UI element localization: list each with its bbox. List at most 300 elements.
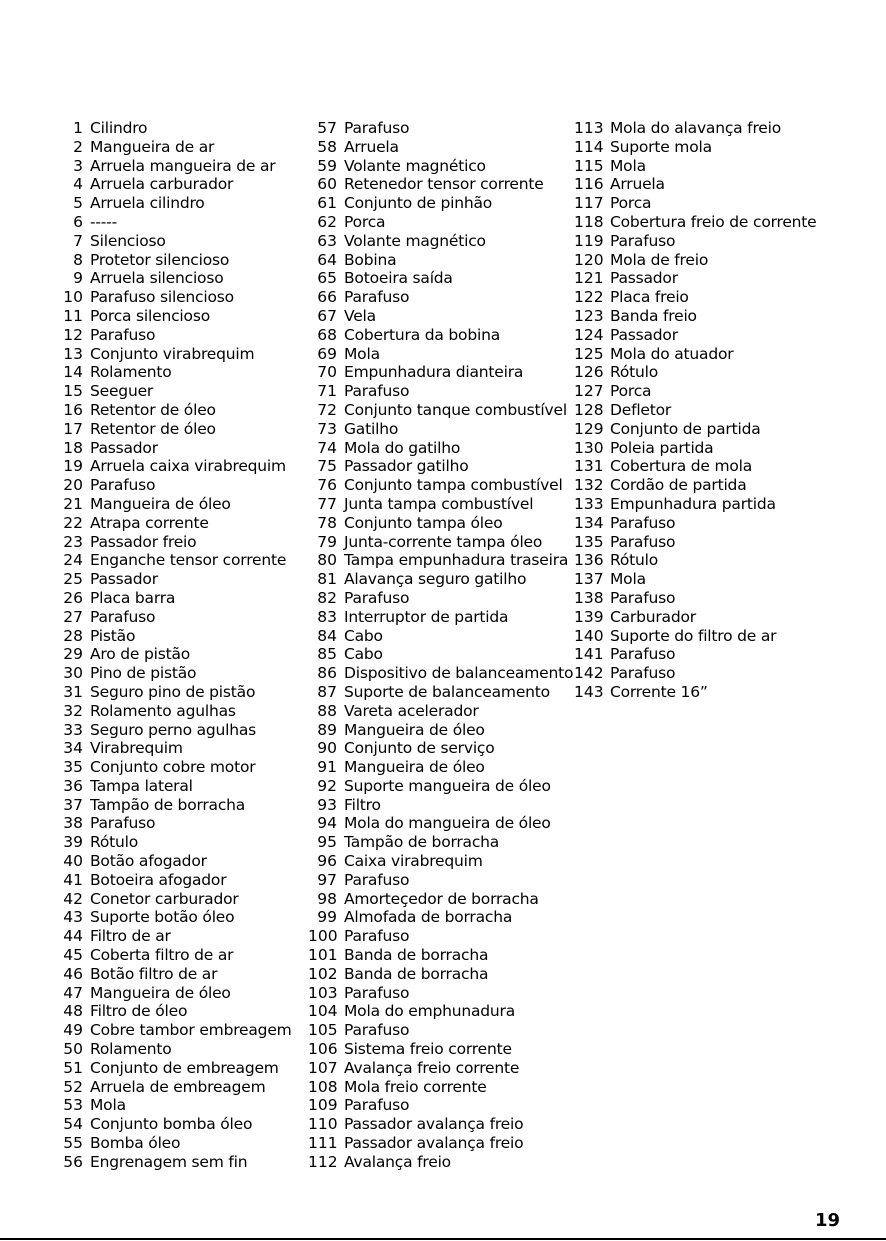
part-name: Defletor bbox=[610, 400, 672, 419]
part-name: Mola bbox=[90, 1096, 126, 1115]
part-row bbox=[574, 138, 817, 157]
part-number: 83 bbox=[317, 607, 337, 626]
part-number: 38 bbox=[63, 814, 83, 833]
part-row bbox=[308, 589, 573, 608]
part-row bbox=[308, 1153, 573, 1172]
part-name: Conjunto tampa óleo bbox=[344, 513, 503, 532]
part-row bbox=[574, 269, 817, 288]
part-name: Rótulo bbox=[90, 833, 139, 852]
part-row bbox=[308, 852, 573, 871]
part-number: 110 bbox=[308, 1115, 338, 1134]
part-name: Filtro de ar bbox=[90, 927, 171, 946]
part-row bbox=[574, 288, 817, 307]
part-number: 43 bbox=[63, 908, 83, 927]
part-row bbox=[574, 345, 817, 364]
part-number: 8 bbox=[73, 250, 83, 269]
part-number: 46 bbox=[63, 964, 83, 983]
part-name: Conjunto de serviço bbox=[344, 739, 495, 758]
part-row bbox=[308, 627, 573, 646]
part-name: Parafuso bbox=[610, 588, 676, 607]
part-row bbox=[308, 288, 573, 307]
part-row bbox=[574, 514, 817, 533]
part-name: Conjunto de embreagem bbox=[90, 1058, 279, 1077]
part-name: Tampa empunhadura traseira bbox=[344, 551, 569, 570]
part-row bbox=[60, 758, 292, 777]
part-name: Atrapa corrente bbox=[90, 513, 209, 532]
part-row bbox=[574, 194, 817, 213]
part-name: Arruela de embreagem bbox=[90, 1077, 266, 1096]
part-row bbox=[60, 495, 292, 514]
part-number: 138 bbox=[574, 588, 604, 607]
part-number: 33 bbox=[63, 720, 83, 739]
part-row bbox=[60, 702, 292, 721]
part-row bbox=[308, 119, 573, 138]
part-row bbox=[308, 194, 573, 213]
part-name: Mangueira de óleo bbox=[90, 983, 231, 1002]
part-row bbox=[60, 307, 292, 326]
part-name: Rótulo bbox=[610, 363, 659, 382]
part-number: 117 bbox=[574, 194, 604, 213]
part-name: Mola bbox=[344, 344, 380, 363]
part-number: 40 bbox=[63, 852, 83, 871]
part-name: Suporte do filtro de ar bbox=[610, 626, 777, 645]
part-name: Coberta filtro de ar bbox=[90, 946, 234, 965]
part-number: 15 bbox=[63, 382, 83, 401]
part-number: 17 bbox=[63, 419, 83, 438]
part-number: 132 bbox=[574, 476, 604, 495]
part-number: 30 bbox=[63, 664, 83, 683]
part-number: 14 bbox=[63, 363, 83, 382]
part-number: 27 bbox=[63, 607, 83, 626]
part-name: Caixa virabrequim bbox=[344, 852, 483, 871]
part-name: Parafuso bbox=[344, 588, 410, 607]
part-name: Cobre tambor embreagem bbox=[90, 1021, 292, 1040]
part-name: Gatilho bbox=[344, 419, 399, 438]
part-row bbox=[308, 608, 573, 627]
parts-column-2 bbox=[308, 119, 573, 1172]
part-row bbox=[60, 627, 292, 646]
part-number: 136 bbox=[574, 551, 604, 570]
part-name: Vela bbox=[344, 306, 376, 325]
part-row bbox=[574, 307, 817, 326]
part-row bbox=[308, 401, 573, 420]
part-name: Suporte botão óleo bbox=[90, 908, 235, 927]
part-number: 109 bbox=[308, 1096, 338, 1115]
part-number: 34 bbox=[63, 739, 83, 758]
part-name: Suporte mola bbox=[610, 137, 712, 156]
part-row bbox=[60, 645, 292, 664]
part-name: Parafuso bbox=[344, 288, 410, 307]
part-number: 86 bbox=[317, 664, 337, 683]
part-name: Silencioso bbox=[90, 231, 166, 250]
part-name: Parafuso bbox=[344, 870, 410, 889]
part-name: ----- bbox=[90, 212, 117, 231]
part-number: 61 bbox=[317, 194, 337, 213]
part-row bbox=[574, 476, 817, 495]
part-name: Porca bbox=[610, 382, 652, 401]
part-name: Banda de borracha bbox=[344, 964, 489, 983]
part-row bbox=[60, 721, 292, 740]
part-row bbox=[574, 570, 817, 589]
part-row bbox=[308, 739, 573, 758]
part-number: 124 bbox=[574, 325, 604, 344]
part-number: 84 bbox=[317, 626, 337, 645]
part-row bbox=[308, 514, 573, 533]
part-name: Banda de borracha bbox=[344, 946, 489, 965]
part-number: 22 bbox=[63, 513, 83, 532]
part-number: 4 bbox=[73, 175, 83, 194]
part-number: 133 bbox=[574, 494, 604, 513]
part-number: 98 bbox=[317, 889, 337, 908]
part-name: Parafuso bbox=[344, 927, 410, 946]
part-row bbox=[308, 1078, 573, 1097]
part-name: Banda freio bbox=[610, 306, 697, 325]
part-row bbox=[60, 890, 292, 909]
part-number: 89 bbox=[317, 720, 337, 739]
part-row bbox=[60, 251, 292, 270]
part-name: Passador bbox=[610, 269, 678, 288]
part-name: Arruela carburador bbox=[90, 175, 234, 194]
part-number: 39 bbox=[63, 833, 83, 852]
part-name: Seguro perno agulhas bbox=[90, 720, 257, 739]
part-name: Parafuso bbox=[90, 607, 156, 626]
part-number: 79 bbox=[317, 532, 337, 551]
part-row bbox=[308, 363, 573, 382]
part-number: 78 bbox=[317, 513, 337, 532]
part-name: Botão filtro de ar bbox=[90, 964, 218, 983]
part-number: 94 bbox=[317, 814, 337, 833]
part-number: 99 bbox=[317, 908, 337, 927]
part-number: 73 bbox=[317, 419, 337, 438]
part-name: Vareta acelerador bbox=[344, 701, 479, 720]
part-number: 35 bbox=[63, 758, 83, 777]
part-row bbox=[60, 984, 292, 1003]
part-name: Tampão de borracha bbox=[344, 833, 500, 852]
part-number: 69 bbox=[317, 344, 337, 363]
part-name: Junta tampa combustível bbox=[344, 494, 534, 513]
part-row bbox=[60, 1021, 292, 1040]
part-row bbox=[60, 514, 292, 533]
part-number: 76 bbox=[317, 476, 337, 495]
part-number: 62 bbox=[317, 212, 337, 231]
part-name: Arruela bbox=[610, 175, 665, 194]
part-row bbox=[60, 533, 292, 552]
part-number: 54 bbox=[63, 1115, 83, 1134]
part-number: 134 bbox=[574, 513, 604, 532]
part-name: Tampão de borracha bbox=[90, 795, 246, 814]
part-row bbox=[574, 401, 817, 420]
part-row bbox=[308, 307, 573, 326]
part-row bbox=[60, 946, 292, 965]
part-number: 137 bbox=[574, 570, 604, 589]
part-name: Mangueira de óleo bbox=[344, 720, 485, 739]
part-row bbox=[574, 382, 817, 401]
part-number: 67 bbox=[317, 306, 337, 325]
part-name: Botoeira saída bbox=[344, 269, 453, 288]
part-number: 119 bbox=[574, 231, 604, 250]
part-number: 125 bbox=[574, 344, 604, 363]
part-row bbox=[308, 946, 573, 965]
part-number: 97 bbox=[317, 870, 337, 889]
part-number: 31 bbox=[63, 682, 83, 701]
part-name: Passador gatilho bbox=[344, 457, 469, 476]
part-name: Conjunto cobre motor bbox=[90, 758, 256, 777]
part-row bbox=[308, 476, 573, 495]
part-name: Empunhadura dianteira bbox=[344, 363, 524, 382]
part-number: 118 bbox=[574, 212, 604, 231]
part-name: Tampa lateral bbox=[90, 776, 193, 795]
part-name: Parafuso bbox=[610, 532, 676, 551]
part-name: Botão afogador bbox=[90, 852, 207, 871]
part-row bbox=[574, 664, 817, 683]
part-name: Passador bbox=[90, 570, 158, 589]
part-name: Conjunto bomba óleo bbox=[90, 1115, 253, 1134]
part-row bbox=[60, 175, 292, 194]
part-number: 37 bbox=[63, 795, 83, 814]
part-number: 105 bbox=[308, 1021, 338, 1040]
part-name: Volante magnético bbox=[344, 156, 486, 175]
part-number: 100 bbox=[308, 927, 338, 946]
part-row bbox=[60, 476, 292, 495]
part-row bbox=[308, 157, 573, 176]
part-row bbox=[60, 852, 292, 871]
part-name: Pino de pistão bbox=[90, 664, 197, 683]
part-row bbox=[574, 232, 817, 251]
part-number: 106 bbox=[308, 1040, 338, 1059]
part-name: Botoeira afogador bbox=[90, 870, 227, 889]
part-name: Parafuso bbox=[610, 231, 676, 250]
part-number: 90 bbox=[317, 739, 337, 758]
part-number: 66 bbox=[317, 288, 337, 307]
part-row bbox=[60, 1134, 292, 1153]
part-row bbox=[308, 1021, 573, 1040]
part-number: 59 bbox=[317, 156, 337, 175]
part-name: Passador avalança freio bbox=[344, 1134, 524, 1153]
part-row bbox=[60, 288, 292, 307]
part-number: 65 bbox=[317, 269, 337, 288]
part-number: 121 bbox=[574, 269, 604, 288]
part-row bbox=[60, 382, 292, 401]
part-number: 10 bbox=[63, 288, 83, 307]
part-number: 127 bbox=[574, 382, 604, 401]
part-number: 123 bbox=[574, 306, 604, 325]
part-name: Cabo bbox=[344, 645, 383, 664]
part-row bbox=[308, 1134, 573, 1153]
part-row bbox=[308, 457, 573, 476]
part-row bbox=[60, 269, 292, 288]
part-row bbox=[574, 627, 817, 646]
part-number: 42 bbox=[63, 889, 83, 908]
part-name: Interruptor de partida bbox=[344, 607, 509, 626]
part-name: Rolamento bbox=[90, 1040, 172, 1059]
part-row bbox=[574, 608, 817, 627]
part-number: 92 bbox=[317, 776, 337, 795]
part-row bbox=[308, 1059, 573, 1078]
part-row bbox=[60, 1096, 292, 1115]
part-row bbox=[308, 721, 573, 740]
part-row bbox=[308, 326, 573, 345]
part-name: Mangueira de óleo bbox=[344, 758, 485, 777]
part-name: Rolamento bbox=[90, 363, 172, 382]
part-name: Protetor silencioso bbox=[90, 250, 230, 269]
part-number: 135 bbox=[574, 532, 604, 551]
part-row bbox=[574, 119, 817, 138]
part-name: Mola do alavança freio bbox=[610, 119, 781, 137]
part-row bbox=[574, 363, 817, 382]
part-row bbox=[574, 420, 817, 439]
part-name: Mola de freio bbox=[610, 250, 709, 269]
part-row bbox=[308, 213, 573, 232]
part-row bbox=[60, 457, 292, 476]
part-row bbox=[574, 551, 817, 570]
part-row bbox=[60, 213, 292, 232]
part-row bbox=[574, 495, 817, 514]
part-name: Mola do emphunadura bbox=[344, 1002, 516, 1021]
part-row bbox=[574, 251, 817, 270]
part-number: 143 bbox=[574, 682, 604, 701]
part-row bbox=[308, 871, 573, 890]
part-number: 49 bbox=[63, 1021, 83, 1040]
part-row bbox=[60, 1153, 292, 1172]
part-name: Avalança freio corrente bbox=[344, 1058, 520, 1077]
part-number: 130 bbox=[574, 438, 604, 457]
part-number: 41 bbox=[63, 870, 83, 889]
part-name: Cobertura de mola bbox=[610, 457, 753, 476]
part-row bbox=[60, 138, 292, 157]
part-name: Arruela mangueira de ar bbox=[90, 156, 276, 175]
part-row bbox=[308, 420, 573, 439]
part-name: Parafuso bbox=[344, 382, 410, 401]
part-name: Arruela bbox=[344, 137, 399, 156]
part-number: 68 bbox=[317, 325, 337, 344]
part-name: Bomba óleo bbox=[90, 1134, 181, 1153]
part-row bbox=[60, 908, 292, 927]
footer-divider bbox=[0, 1238, 886, 1240]
part-row bbox=[60, 157, 292, 176]
part-number: 128 bbox=[574, 400, 604, 419]
part-row bbox=[574, 326, 817, 345]
part-number: 44 bbox=[63, 927, 83, 946]
part-number: 26 bbox=[63, 588, 83, 607]
part-name: Conjunto tampa combustível bbox=[344, 476, 563, 495]
part-number: 114 bbox=[574, 137, 604, 156]
part-name: Mangueira de óleo bbox=[90, 494, 231, 513]
part-row bbox=[60, 965, 292, 984]
part-name: Parafuso bbox=[610, 664, 676, 683]
part-number: 80 bbox=[317, 551, 337, 570]
part-number: 23 bbox=[63, 532, 83, 551]
part-number: 1 bbox=[73, 119, 83, 137]
part-name: Virabrequim bbox=[90, 739, 183, 758]
part-row bbox=[308, 777, 573, 796]
part-number: 95 bbox=[317, 833, 337, 852]
part-name: Cordão de partida bbox=[610, 476, 747, 495]
part-name: Rótulo bbox=[610, 551, 659, 570]
part-number: 93 bbox=[317, 795, 337, 814]
part-number: 75 bbox=[317, 457, 337, 476]
part-name: Passador freio bbox=[90, 532, 197, 551]
part-row bbox=[574, 157, 817, 176]
part-row bbox=[60, 420, 292, 439]
part-row bbox=[60, 551, 292, 570]
part-number: 103 bbox=[308, 983, 338, 1002]
part-row bbox=[574, 439, 817, 458]
part-number: 45 bbox=[63, 946, 83, 965]
part-name: Rolamento agulhas bbox=[90, 701, 236, 720]
part-row bbox=[60, 401, 292, 420]
part-row bbox=[60, 683, 292, 702]
part-name: Parafuso bbox=[90, 476, 156, 495]
part-row bbox=[60, 1040, 292, 1059]
part-row bbox=[60, 871, 292, 890]
part-number: 19 bbox=[63, 457, 83, 476]
part-number: 70 bbox=[317, 363, 337, 382]
part-row bbox=[308, 890, 573, 909]
part-row bbox=[308, 551, 573, 570]
part-number: 20 bbox=[63, 476, 83, 495]
part-name: Porca bbox=[610, 194, 652, 213]
part-number: 9 bbox=[73, 269, 83, 288]
part-name: Parafuso bbox=[344, 1021, 410, 1040]
part-row bbox=[60, 1078, 292, 1097]
part-number: 107 bbox=[308, 1058, 338, 1077]
part-name: Cobertura freio de corrente bbox=[610, 212, 817, 231]
part-name: Dispositivo de balanceamento bbox=[344, 664, 574, 683]
part-name: Volante magnético bbox=[344, 231, 486, 250]
part-name: Filtro bbox=[344, 795, 381, 814]
part-number: 16 bbox=[63, 400, 83, 419]
part-number: 3 bbox=[73, 156, 83, 175]
part-row bbox=[308, 702, 573, 721]
part-name: Passador bbox=[90, 438, 158, 457]
part-number: 88 bbox=[317, 701, 337, 720]
part-number: 58 bbox=[317, 137, 337, 156]
part-row bbox=[308, 984, 573, 1003]
part-name: Conjunto tanque combustível bbox=[344, 400, 567, 419]
part-name: Empunhadura partida bbox=[610, 494, 776, 513]
part-name: Suporte mangueira de óleo bbox=[344, 776, 551, 795]
part-name: Amorteçedor de borracha bbox=[344, 889, 539, 908]
part-number: 13 bbox=[63, 344, 83, 363]
part-name: Alavança seguro gatilho bbox=[344, 570, 527, 589]
parts-column-3 bbox=[574, 119, 817, 702]
part-number: 55 bbox=[63, 1134, 83, 1153]
part-row bbox=[308, 138, 573, 157]
part-name: Avalança freio bbox=[344, 1152, 451, 1171]
part-row bbox=[60, 608, 292, 627]
part-number: 25 bbox=[63, 570, 83, 589]
part-number: 36 bbox=[63, 776, 83, 795]
part-name: Enganche tensor corrente bbox=[90, 551, 287, 570]
part-number: 77 bbox=[317, 494, 337, 513]
part-number: 64 bbox=[317, 250, 337, 269]
part-name: Parafuso bbox=[610, 645, 676, 664]
part-name: Engrenagem sem fin bbox=[90, 1152, 248, 1171]
part-row bbox=[308, 495, 573, 514]
part-row bbox=[60, 363, 292, 382]
part-row bbox=[60, 664, 292, 683]
part-name: Parafuso bbox=[90, 814, 156, 833]
part-name: Parafuso bbox=[344, 983, 410, 1002]
part-number: 60 bbox=[317, 175, 337, 194]
part-number: 12 bbox=[63, 325, 83, 344]
part-number: 53 bbox=[63, 1096, 83, 1115]
part-row bbox=[308, 683, 573, 702]
part-row bbox=[308, 814, 573, 833]
part-row bbox=[308, 570, 573, 589]
part-row bbox=[60, 833, 292, 852]
part-row bbox=[308, 965, 573, 984]
